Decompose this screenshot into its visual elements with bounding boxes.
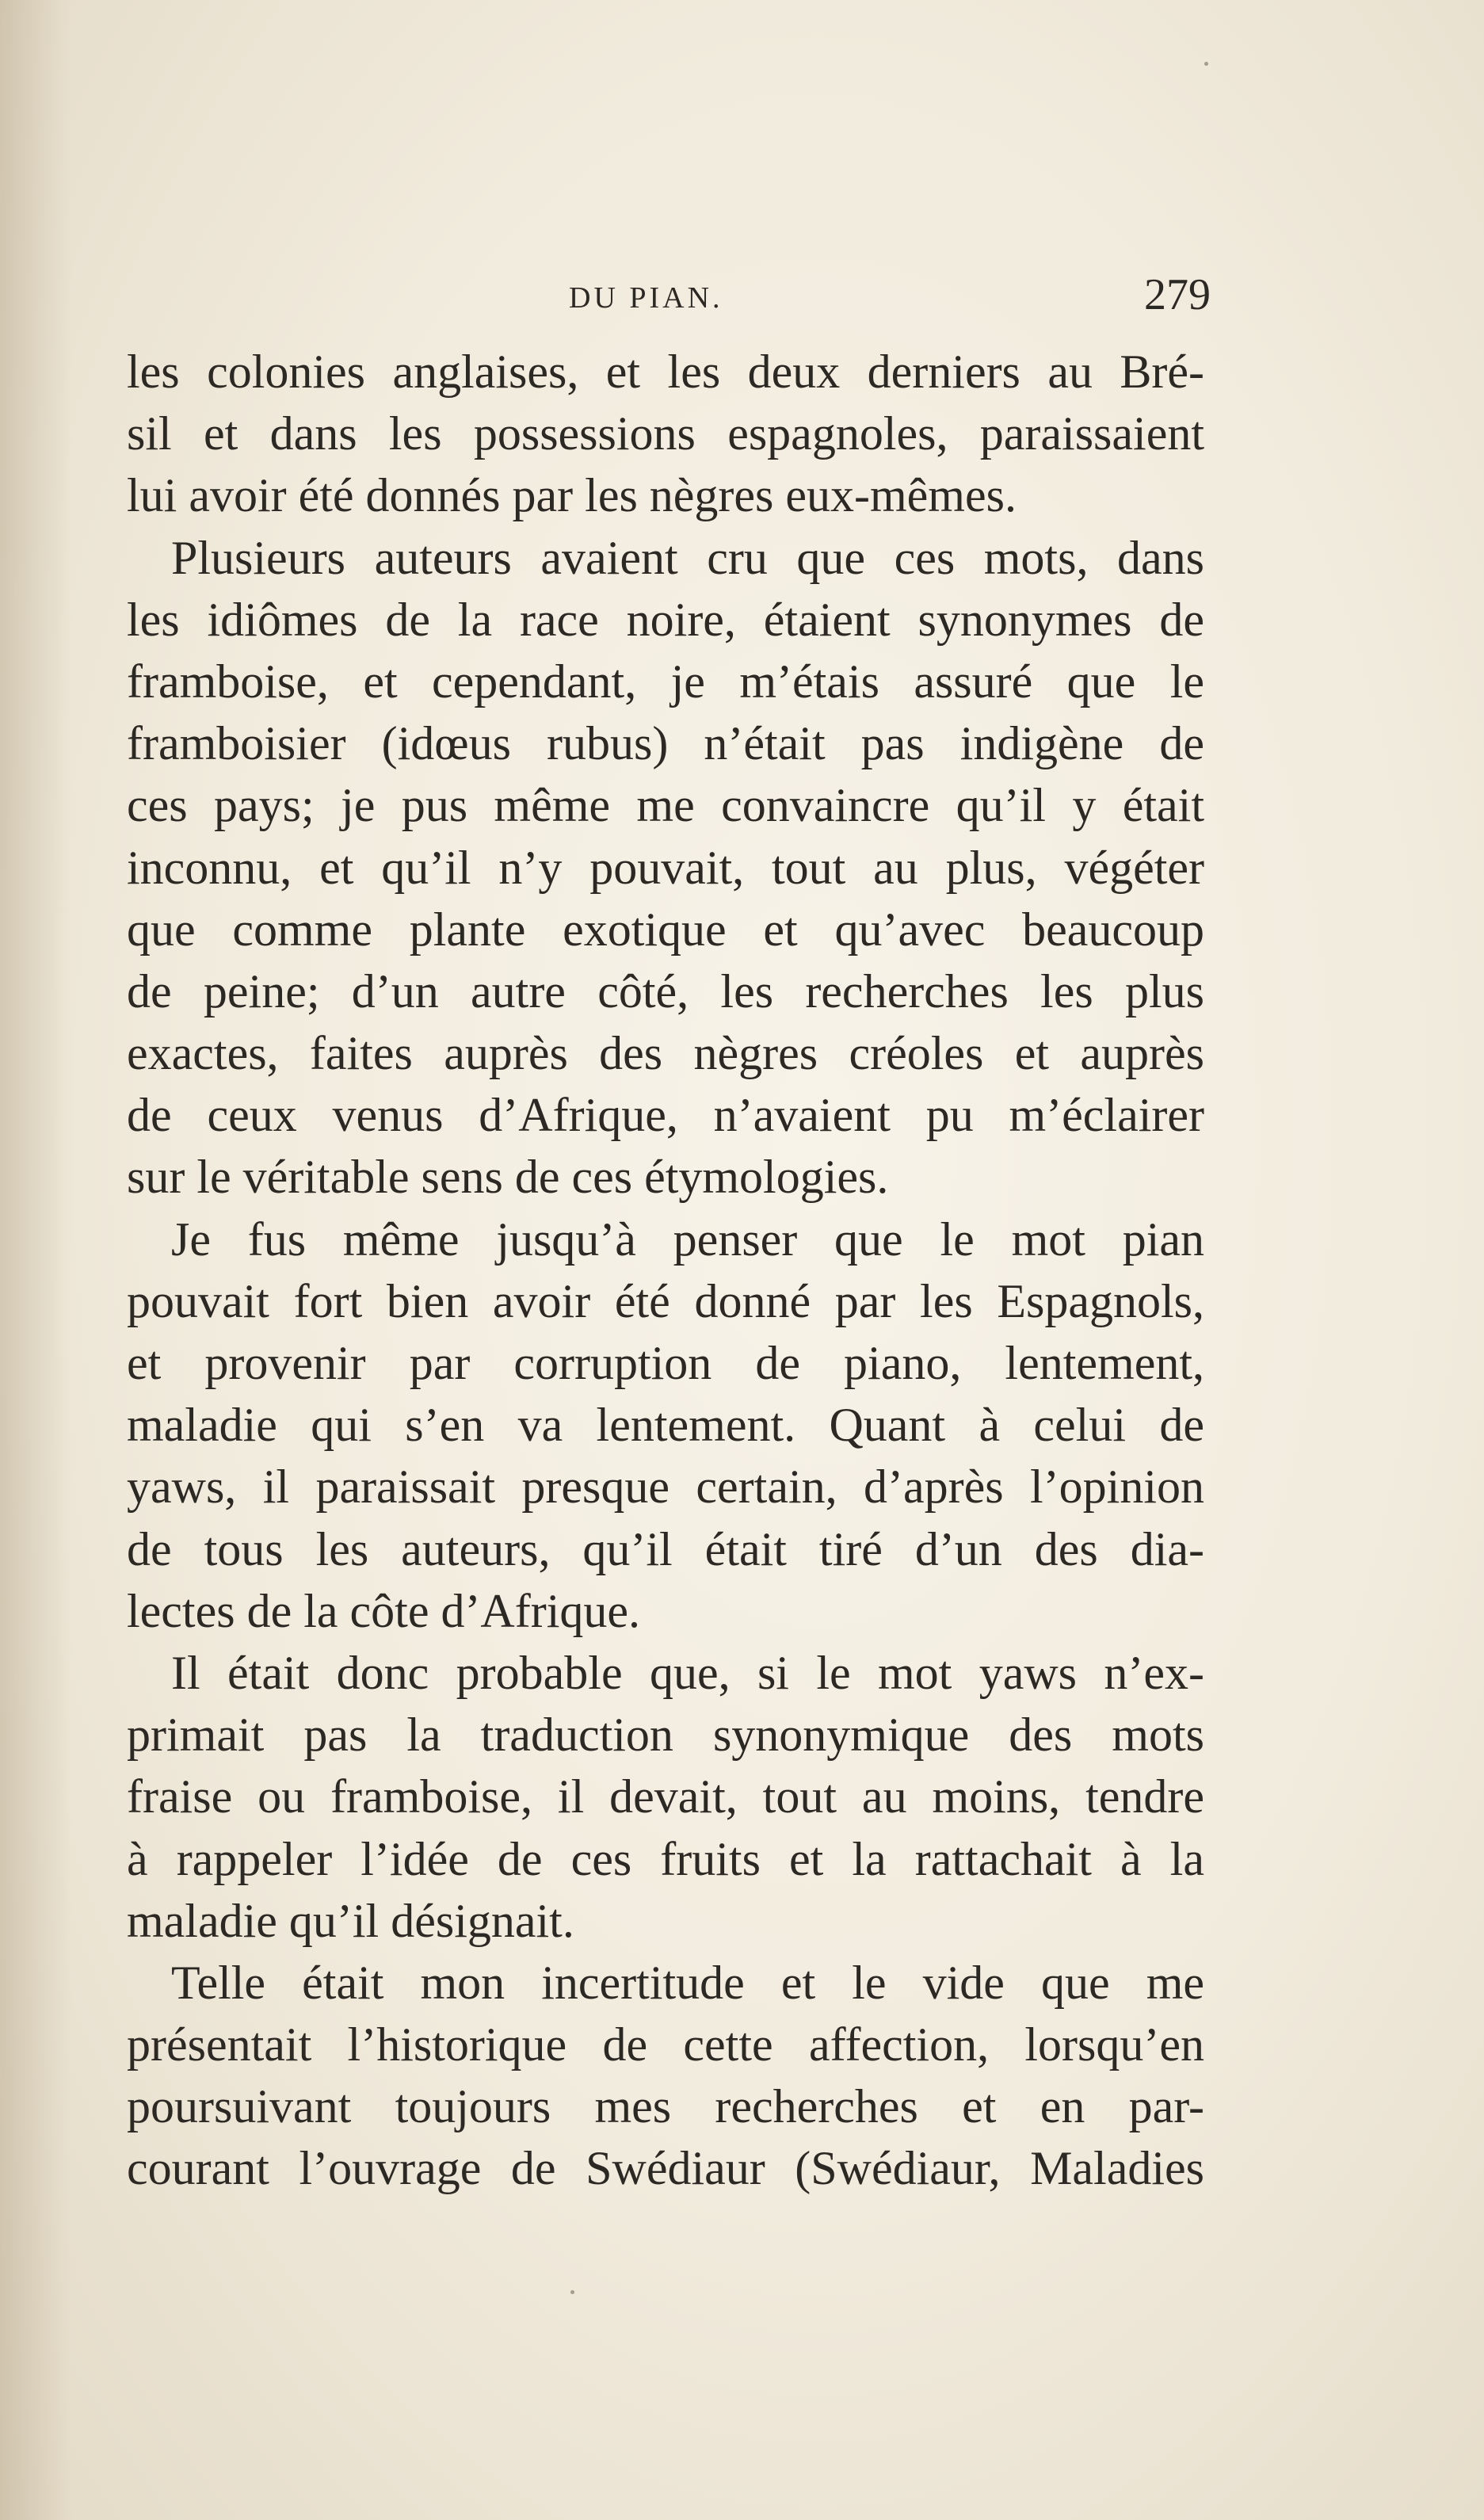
spine-shadow [0,0,71,2520]
paper-speck [570,2290,574,2294]
paper-speck [1204,62,1208,66]
text-line: lectes de la côte d’Afrique. [127,1584,641,1637]
text-line: de peine; d’un autre côté, les recherches les plus [127,964,1204,1018]
text-line: Je fus même jusqu’à penser que le mot pian [171,1212,1204,1266]
text-line: framboisier (idœus rubus) n’était pas indigène de [127,717,1204,770]
text-line: courant l’ouvrage de Swédiaur (Swédiaur, Maladies [127,2142,1204,2195]
text-line: sil et dans les possessions espagnoles, paraissaient [127,407,1204,460]
running-head [127,269,1211,341]
text-line: maladie qui s’en va lentement. Quant à celui de [127,1399,1204,1452]
text-line: ces pays; je pus même me convaincre qu’il y était [127,779,1204,832]
text-line: inconnu, et qu’il n’y pouvait, tout au plus, végéter [127,841,1204,894]
page-number: 279 [1144,270,1211,319]
text-line: framboise, et cependant, je m’étais assuré que le [127,655,1204,708]
text-line: poursuivant toujours mes recherches et en par- [127,2080,1204,2133]
text-line: maladie qu’il désignait. [127,1894,574,1947]
text-line: pouvait fort bien avoir été donné par les Espagnols, [127,1274,1204,1327]
text-line: fraise ou framboise, il devait, tout au moins, tendre [127,1770,1204,1823]
text-line: présentait l’historique de cette affection, lorsqu’en [127,2018,1204,2071]
text-line: Il était donc probable que, si le mot yaws n’ex- [171,1646,1204,1699]
text-line: et provenir par corruption de piano, lentement, [127,1337,1204,1389]
text-line: Plusieurs auteurs avaient cru que ces mots, dans [171,531,1204,584]
text-line: de ceux venus d’Afrique, n’avaient pu m’éclairer [127,1089,1204,1142]
running-title: DU PIAN. [569,281,723,315]
text-line: exactes, faites auprès des nègres créoles et auprès [127,1027,1204,1080]
text-line: les idiômes de la race noire, étaient synonymes de [127,593,1204,646]
text-line: à rappeler l’idée de ces fruits et la rattachait à la [127,1832,1204,1885]
text-line: Telle était mon incertitude et le vide que me [171,1956,1204,2009]
text-line: primait pas la traduction synonymique des mots [127,1709,1204,1762]
text-line: lui avoir été donnés par les nègres eux-mêmes. [127,469,1017,522]
text-line: yaws, il paraissait presque certain, d’après l’opinion [127,1460,1204,1514]
text-line: sur le véritable sens de ces étymologies. [127,1151,889,1204]
text-line: les colonies anglaises, et les deux derniers au Bré- [127,346,1204,398]
body-text [127,341,1204,2200]
text-line: que comme plante exotique et qu’avec beaucoup [127,903,1204,956]
text-line: de tous les auteurs, qu’il était tiré d’un des dia- [127,1522,1204,1575]
